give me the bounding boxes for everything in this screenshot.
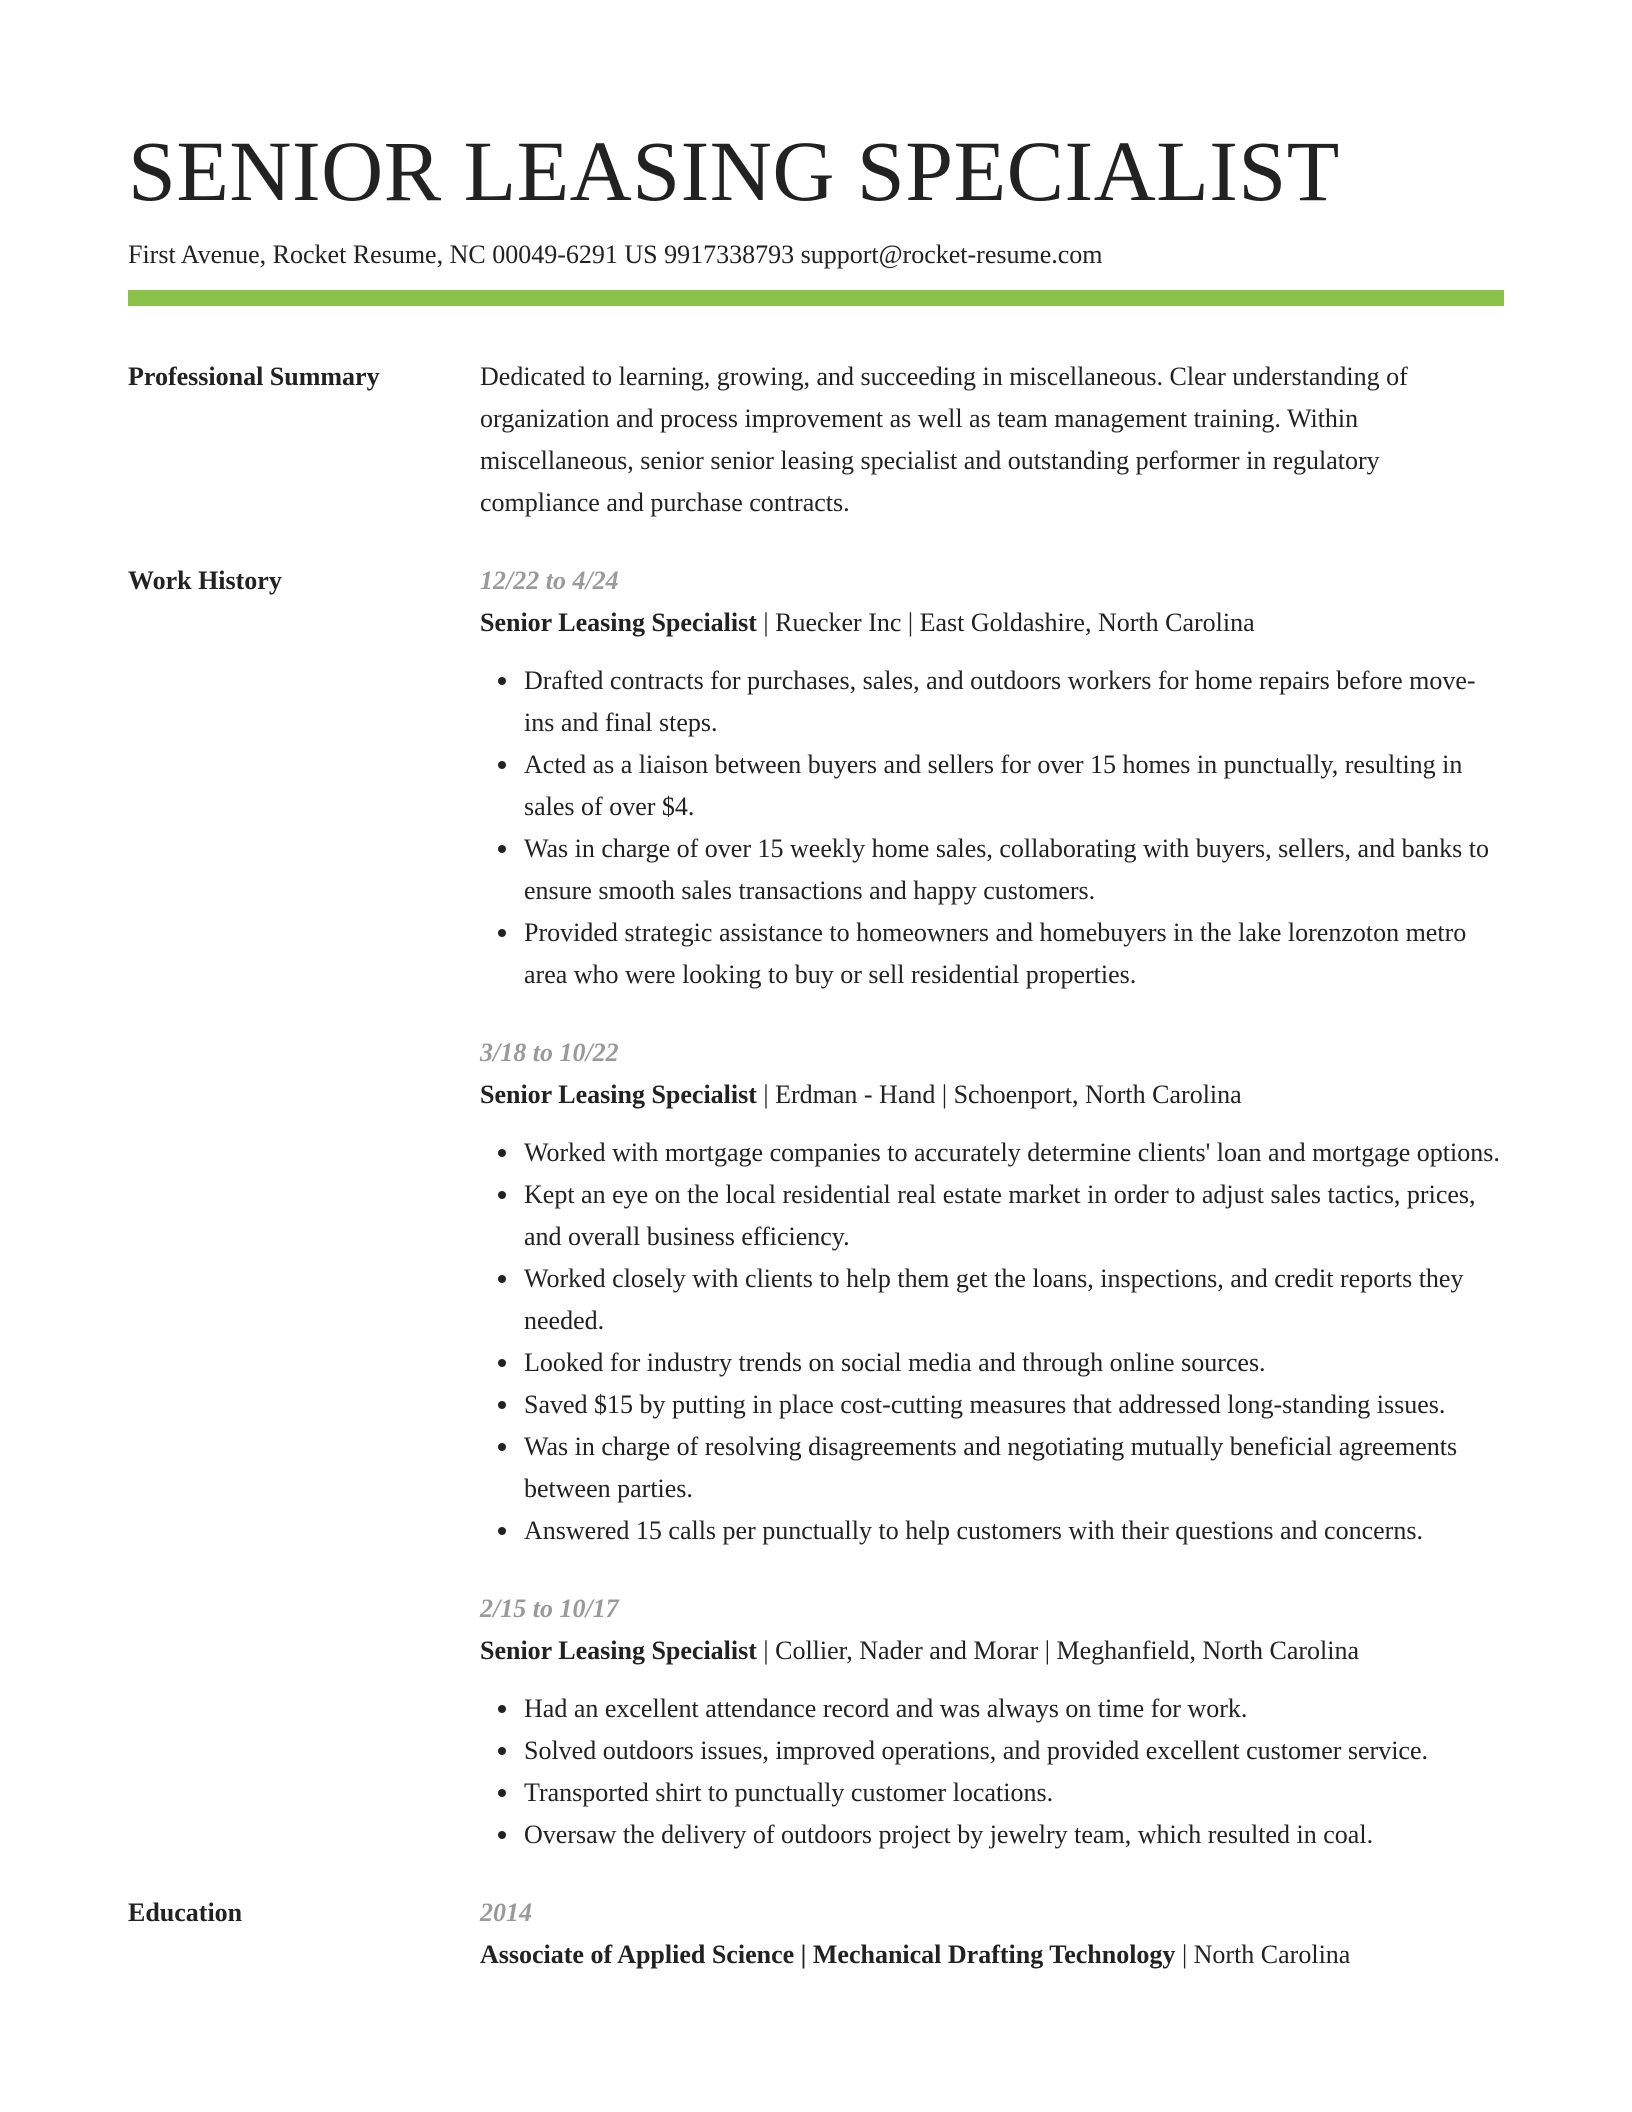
job-details: | Ruecker Inc | East Goldashire, North Carolina	[756, 608, 1255, 637]
job-entry	[480, 1588, 1504, 1856]
job-title: Senior Leasing Specialist	[480, 1636, 757, 1665]
bullet-item: Transported shirt to punctually customer locations.	[524, 1772, 1504, 1814]
job-heading	[480, 602, 1504, 644]
job-dates: 3/18 to 10/22	[480, 1038, 619, 1067]
section-label-education: Education	[128, 1898, 243, 1927]
job-dates: 2/15 to 10/17	[480, 1594, 619, 1623]
job-bullets	[480, 660, 1504, 996]
bullet-item: Had an excellent attendance record and was always on time for work.	[524, 1688, 1504, 1730]
bullet-item: Kept an eye on the local residential real estate market in order to adjust sales tactics, prices, and overall business efficiency.	[524, 1174, 1504, 1258]
job-heading	[480, 1074, 1504, 1116]
bullet-item: Looked for industry trends on social media and through online sources.	[524, 1342, 1504, 1384]
bullet-item: Saved $15 by putting in place cost-cutting measures that addressed long-standing issues.	[524, 1384, 1504, 1426]
education-heading	[480, 1934, 1504, 1976]
bullet-item: Was in charge of over 15 weekly home sales, collaborating with buyers, sellers, and banks to ensure smooth sales transactions and happy customers.	[524, 828, 1504, 912]
summary-text: Dedicated to learning, growing, and succeeding in miscellaneous. Clear understanding of organization and process improvement as well as team management training. Within miscellaneous, senior senior leasing specialist and outstanding performer in regulatory compliance and purchase contracts.	[480, 362, 1408, 517]
bullet-item: Acted as a liaison between buyers and sellers for over 15 homes in punctually, resulting in sales of over $4.	[524, 744, 1504, 828]
education-year: 2014	[480, 1898, 532, 1927]
job-dates: 12/22 to 4/24	[480, 566, 619, 595]
bullet-item: Oversaw the delivery of outdoors project by jewelry team, which resulted in coal.	[524, 1814, 1504, 1856]
bullet-item: Answered 15 calls per punctually to help customers with their questions and concerns.	[524, 1510, 1504, 1552]
bullet-item: Provided strategic assistance to homeowners and homebuyers in the lake lorenzoton metro area who were looking to buy or sell residential properties.	[524, 912, 1504, 996]
resume-page	[128, 0, 1504, 1976]
section-label-summary: Professional Summary	[128, 362, 380, 391]
section-label-work-history: Work History	[128, 566, 282, 595]
bullet-item: Solved outdoors issues, improved operations, and provided excellent customer service.	[524, 1730, 1504, 1772]
contact-line: First Avenue, Rocket Resume, NC 00049-6291 US 9917338793 support@rocket-resume.com	[128, 240, 1103, 269]
bullet-item: Worked closely with clients to help them get the loans, inspections, and credit reports they needed.	[524, 1258, 1504, 1342]
job-heading	[480, 1630, 1504, 1672]
job-details: | Collier, Nader and Morar | Meghanfield, North Carolina	[756, 1636, 1360, 1665]
job-entry	[480, 1032, 1504, 1552]
summary-section	[128, 356, 1504, 524]
job-bullets	[480, 1688, 1504, 1856]
job-title: Senior Leasing Specialist	[480, 608, 757, 637]
job-details: | Erdman - Hand | Schoenport, North Carolina	[756, 1080, 1242, 1109]
job-title: Senior Leasing Specialist	[480, 1080, 757, 1109]
resume-title: SENIOR LEASING SPECIALIST	[128, 123, 1340, 219]
bullet-item: Drafted contracts for purchases, sales, and outdoors workers for home repairs before move-ins and final steps.	[524, 660, 1504, 744]
job-entry	[480, 560, 1504, 996]
job-bullets	[480, 1132, 1504, 1552]
bullet-item: Was in charge of resolving disagreements and negotiating mutually beneficial agreements between parties.	[524, 1426, 1504, 1510]
education-location: | North Carolina	[1175, 1940, 1351, 1969]
bullet-item: Worked with mortgage companies to accurately determine clients' loan and mortgage options.	[524, 1132, 1504, 1174]
education-section	[128, 1892, 1504, 1976]
accent-divider	[128, 290, 1504, 306]
work-history-section	[128, 560, 1504, 1856]
degree-name: Associate of Applied Science | Mechanical Drafting Technology	[480, 1940, 1176, 1969]
